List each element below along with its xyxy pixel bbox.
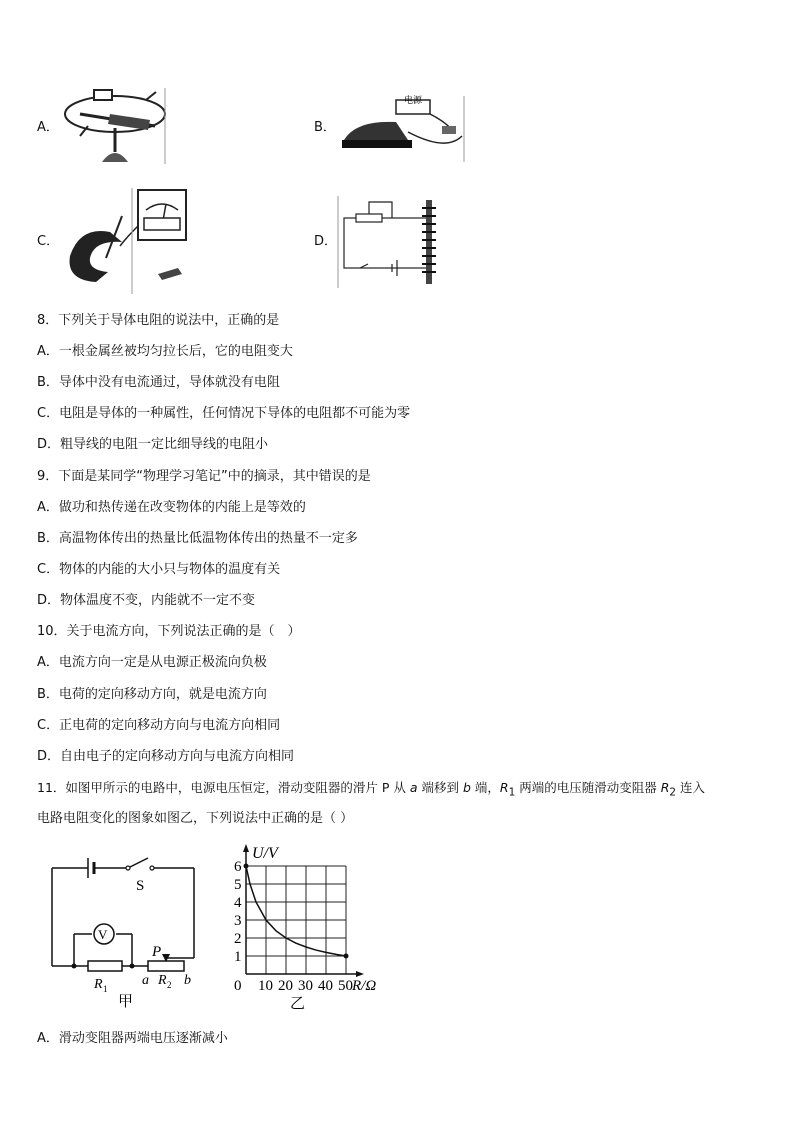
voltmeter-label: V — [98, 927, 108, 942]
voltage-resistance-chart — [226, 842, 398, 1012]
switch-label: S — [136, 878, 145, 894]
chart-x-tick-label: 40 — [318, 978, 333, 994]
chart-grid — [246, 866, 346, 974]
question-8-option-b: B．导体中没有电流通过，导体就没有电阻 — [37, 375, 280, 390]
chart-y-tick-label: 1 — [234, 949, 242, 965]
question-10-option-a: A．电流方向一定是从电源正极流向负极 — [37, 655, 267, 670]
chart-x-tick-label: 30 — [298, 978, 313, 994]
chart-series-line — [246, 866, 346, 956]
figure-b-sign-text: 电源 — [404, 95, 423, 105]
r2-subscript: 2 — [167, 980, 172, 990]
chart-y-tick-label: 6 — [234, 859, 242, 875]
r1-subscript: 1 — [103, 984, 108, 994]
chart-x-tick-label: 20 — [278, 978, 293, 994]
question-9-option-a: A．做功和热传递在改变物体的内能上是等效的 — [37, 500, 306, 515]
chart-y-axis-label: U/V — [252, 845, 278, 862]
slider-p-label: P — [152, 944, 162, 960]
figure-option-d-label: D． — [314, 234, 338, 249]
question-11-stem-line1: 11．如图甲所示的电路中，电源电压恒定，滑动变阻器的滑片 P 从 a 端移到 b 端，$R_1$ 两端的电压随滑动变阻器 $R_2$ 连入 — [37, 780, 705, 799]
question-9-option-c: C．物体的内能的大小只与物体的温度有关 — [37, 562, 281, 577]
question-11-stem-line2: 电路电阻变化的图象如图乙，下列说法中正确的是（ ） — [37, 811, 354, 826]
chart-y-tick-label: 4 — [234, 895, 242, 911]
figure-a-rotating-loop — [60, 84, 170, 168]
chart-x-tick-label: 10 — [258, 978, 273, 994]
question-10-stem: 10．关于电流方向，下列说法正确的是（ ） — [37, 624, 301, 639]
question-9-option-b: B．高温物体传出的热量比低温物体传出的热量不一定多 — [37, 531, 358, 546]
chart-x-axis-label: R/Ω — [352, 978, 377, 994]
chart-end-point — [344, 954, 349, 959]
figure-d-electromagnet-circuit — [336, 194, 448, 290]
question-9-stem: 9．下面是某同学“物理学习笔记”中的摘录，其中错误的是 — [37, 469, 371, 484]
r2-label: R — [158, 973, 167, 988]
question-8-option-a: A．一根金属丝被均匀拉长后，它的电阻变大 — [37, 344, 293, 359]
end-b-label: b — [184, 973, 191, 988]
chart-x-tick-label: 0 — [234, 978, 242, 994]
question-10-option-b: B．电荷的定向移动方向，就是电流方向 — [37, 687, 267, 702]
chart-caption: 乙 — [290, 996, 306, 1012]
chart-x-arrow — [356, 971, 364, 977]
circuit-caption: 甲 — [118, 994, 134, 1010]
question-10-option-c: C．正电荷的定向移动方向与电流方向相同 — [37, 718, 281, 733]
chart-series — [244, 864, 349, 959]
question-9-option-d: D．物体温度不变，内能就不一定不变 — [37, 593, 256, 608]
chart-y-arrow — [243, 844, 249, 852]
circuit-diagram-jia — [44, 850, 214, 1010]
chart-y-tick-label: 3 — [234, 913, 242, 929]
chart-x-tick-label: 50 — [338, 978, 353, 994]
r1-label: R — [94, 977, 103, 992]
chart-start-point — [244, 864, 249, 869]
question-8-option-c: C．电阻是导体的一种属性，任何情况下导体的电阻都不可能为零 — [37, 406, 411, 421]
chart-y-tick-label: 2 — [234, 931, 242, 947]
question-8-stem: 8．下列关于导体电阻的说法中，正确的是 — [37, 313, 280, 328]
end-a-label: a — [142, 973, 149, 988]
figure-option-c-label: C． — [37, 234, 60, 249]
chart-y-tick-label: 5 — [234, 877, 242, 893]
figure-option-b-label: B． — [314, 120, 336, 135]
question-8-option-d: D．粗导线的电阻一定比细导线的电阻小 — [37, 437, 269, 452]
question-11-option-a: A．滑动变阻器两端电压逐渐减小 — [37, 1031, 228, 1046]
figure-option-a-label: A． — [37, 120, 59, 135]
figure-c-galvanometer-magnet — [60, 186, 190, 296]
figure-b-electric-iron — [336, 92, 468, 164]
question-10-option-d: D．自由电子的定向移动方向与电流方向相同 — [37, 749, 295, 764]
